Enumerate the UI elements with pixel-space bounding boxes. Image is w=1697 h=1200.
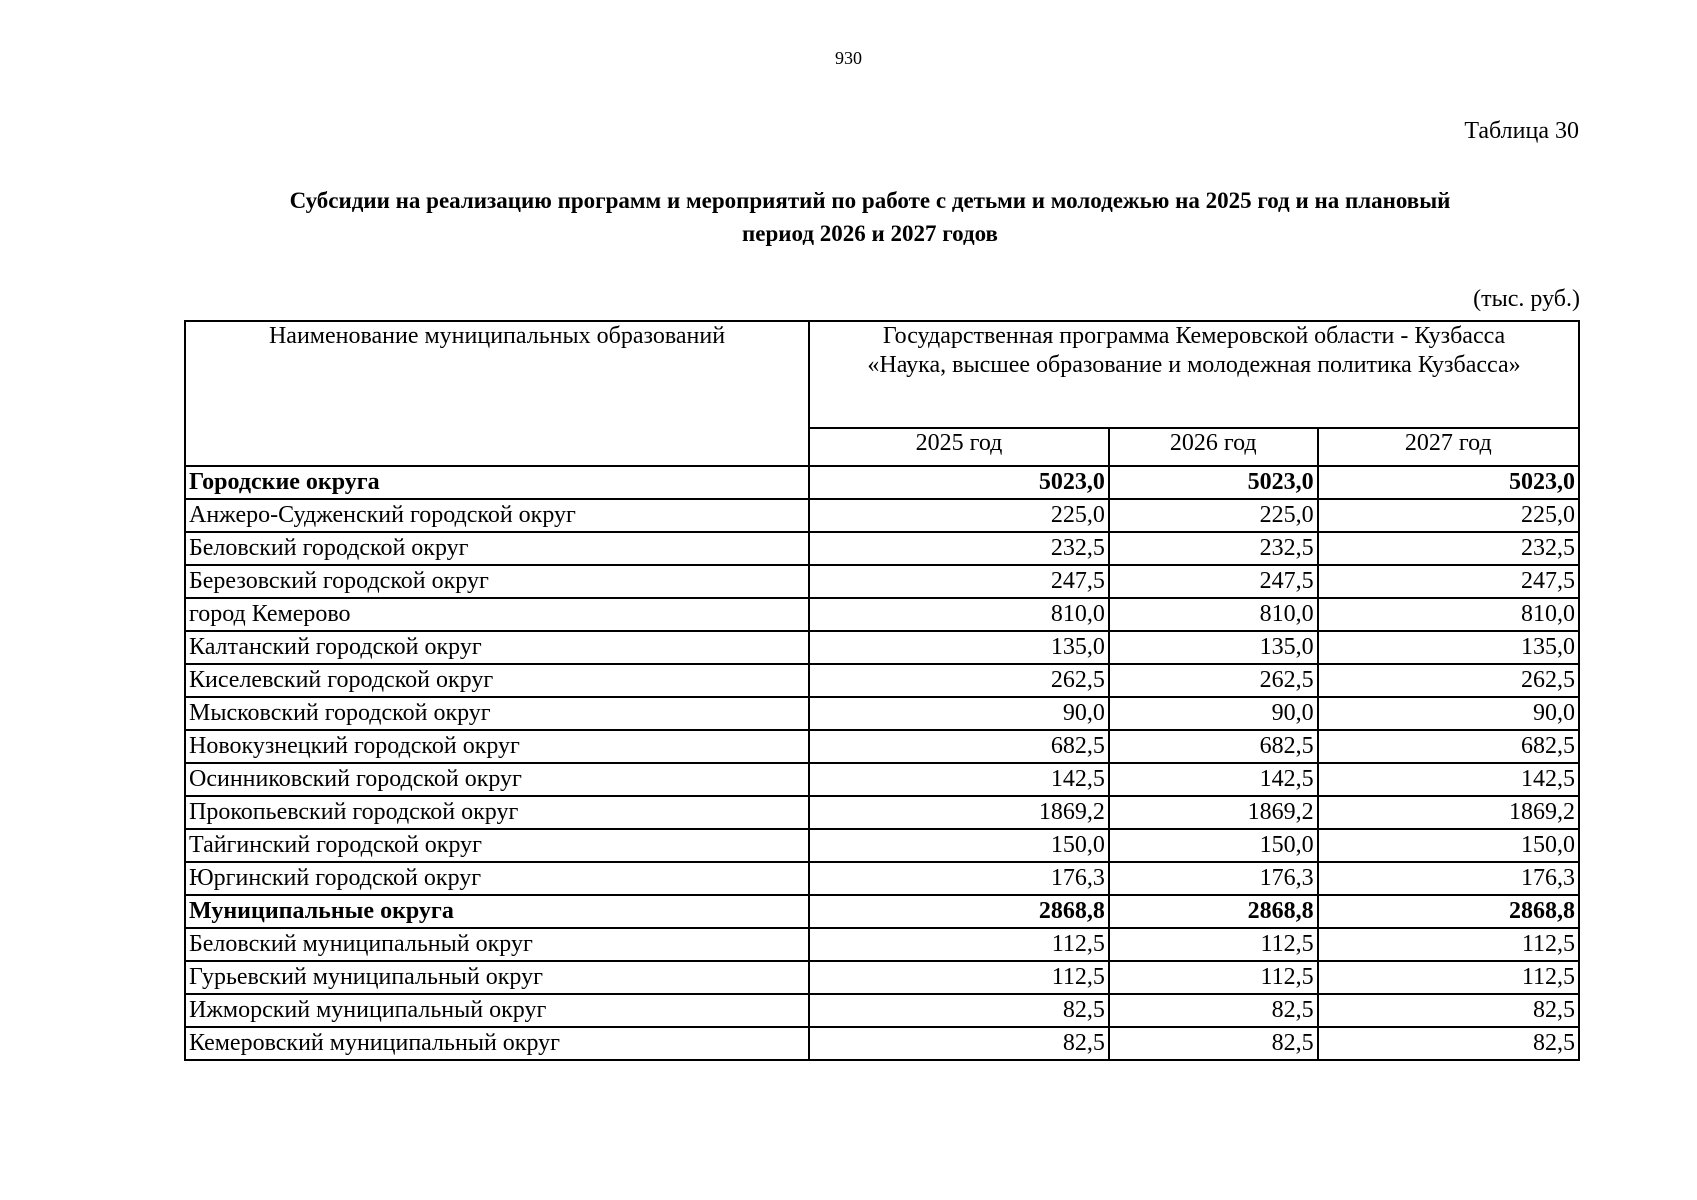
- value-2025-cell: 5023,0: [809, 466, 1109, 499]
- municipality-name-cell: Кемеровский муниципальный округ: [185, 1027, 809, 1060]
- value-2025-cell: 112,5: [809, 928, 1109, 961]
- document-title: [180, 184, 1560, 250]
- municipality-name-cell: Муниципальные округа: [185, 895, 809, 928]
- value-2026-cell: 142,5: [1109, 763, 1318, 796]
- group-total-row: [185, 895, 1579, 928]
- table-row: [185, 928, 1579, 961]
- group-total-row: [185, 466, 1579, 499]
- value-2026-cell: 225,0: [1109, 499, 1318, 532]
- value-2026-cell: 82,5: [1109, 994, 1318, 1027]
- value-2027-cell: 112,5: [1318, 928, 1579, 961]
- subsidies-table: [184, 320, 1580, 1061]
- value-2025-cell: 82,5: [809, 994, 1109, 1027]
- header-municipality-name: Наименование муниципальных образований: [185, 321, 809, 466]
- municipality-name-cell: Ижморский муниципальный округ: [185, 994, 809, 1027]
- municipality-name-cell: Киселевский городской округ: [185, 664, 809, 697]
- municipality-name-cell: Мысковский городской округ: [185, 697, 809, 730]
- municipality-name-cell: Тайгинский городской округ: [185, 829, 809, 862]
- table-row: [185, 697, 1579, 730]
- value-2026-cell: 682,5: [1109, 730, 1318, 763]
- table-label: Таблица 30: [1464, 118, 1579, 144]
- value-2025-cell: 135,0: [809, 631, 1109, 664]
- value-2025-cell: 232,5: [809, 532, 1109, 565]
- value-2027-cell: 82,5: [1318, 994, 1579, 1027]
- value-2025-cell: 90,0: [809, 697, 1109, 730]
- table-row: [185, 796, 1579, 829]
- value-2026-cell: 232,5: [1109, 532, 1318, 565]
- value-2025-cell: 150,0: [809, 829, 1109, 862]
- table-row: [185, 565, 1579, 598]
- value-2027-cell: 5023,0: [1318, 466, 1579, 499]
- value-2026-cell: 5023,0: [1109, 466, 1318, 499]
- value-2027-cell: 262,5: [1318, 664, 1579, 697]
- municipality-name-cell: Городские округа: [185, 466, 809, 499]
- value-2027-cell: 682,5: [1318, 730, 1579, 763]
- municipality-name-cell: Юргинский городской округ: [185, 862, 809, 895]
- value-2026-cell: 2868,8: [1109, 895, 1318, 928]
- table-row: [185, 499, 1579, 532]
- value-2026-cell: 150,0: [1109, 829, 1318, 862]
- value-2025-cell: 1869,2: [809, 796, 1109, 829]
- value-2027-cell: 810,0: [1318, 598, 1579, 631]
- value-2026-cell: 262,5: [1109, 664, 1318, 697]
- value-2026-cell: 112,5: [1109, 928, 1318, 961]
- value-2026-cell: 1869,2: [1109, 796, 1318, 829]
- value-2027-cell: 176,3: [1318, 862, 1579, 895]
- value-2025-cell: 247,5: [809, 565, 1109, 598]
- table-row: [185, 664, 1579, 697]
- units-label: (тыс. руб.): [1473, 286, 1580, 312]
- value-2027-cell: 142,5: [1318, 763, 1579, 796]
- header-year-2026: 2026 год: [1109, 428, 1318, 466]
- table-row: [185, 532, 1579, 565]
- table-row: [185, 862, 1579, 895]
- table-row: [185, 829, 1579, 862]
- value-2025-cell: 225,0: [809, 499, 1109, 532]
- municipality-name-cell: Березовский городской округ: [185, 565, 809, 598]
- page-number: 930: [835, 48, 862, 68]
- value-2027-cell: 225,0: [1318, 499, 1579, 532]
- value-2026-cell: 810,0: [1109, 598, 1318, 631]
- municipality-name-cell: Анжеро-Судженский городской округ: [185, 499, 809, 532]
- header-program-line-1: Государственная программа Кемеровской области - Кузбасса: [882, 323, 1506, 349]
- municipality-name-cell: Калтанский городской округ: [185, 631, 809, 664]
- table-body: [185, 466, 1579, 1060]
- value-2026-cell: 112,5: [1109, 961, 1318, 994]
- municipality-name-cell: Беловский муниципальный округ: [185, 928, 809, 961]
- header-year-2025: 2025 год: [809, 428, 1109, 466]
- value-2026-cell: 176,3: [1109, 862, 1318, 895]
- value-2025-cell: 142,5: [809, 763, 1109, 796]
- value-2027-cell: 247,5: [1318, 565, 1579, 598]
- municipality-name-cell: город Кемерово: [185, 598, 809, 631]
- value-2027-cell: 150,0: [1318, 829, 1579, 862]
- table-row: [185, 994, 1579, 1027]
- value-2026-cell: 82,5: [1109, 1027, 1318, 1060]
- value-2027-cell: 82,5: [1318, 1027, 1579, 1060]
- municipality-name-cell: Новокузнецкий городской округ: [185, 730, 809, 763]
- municipality-name-cell: Беловский городской округ: [185, 532, 809, 565]
- title-line-1: Субсидии на реализацию программ и мероприятий по работе с детьми и молодежью на 2025 год и на плановый: [289, 188, 1451, 213]
- value-2027-cell: 1869,2: [1318, 796, 1579, 829]
- header-program: [809, 321, 1579, 428]
- value-2025-cell: 810,0: [809, 598, 1109, 631]
- table-row: [185, 598, 1579, 631]
- table-row: [185, 730, 1579, 763]
- municipality-name-cell: Осинниковский городской округ: [185, 763, 809, 796]
- title-line-2: период 2026 и 2027 годов: [742, 221, 998, 246]
- value-2025-cell: 682,5: [809, 730, 1109, 763]
- value-2025-cell: 2868,8: [809, 895, 1109, 928]
- value-2027-cell: 90,0: [1318, 697, 1579, 730]
- value-2027-cell: 112,5: [1318, 961, 1579, 994]
- value-2025-cell: 112,5: [809, 961, 1109, 994]
- header-program-line-2: «Наука, высшее образование и молодежная политика Кузбасса»: [867, 352, 1521, 378]
- table-row: [185, 961, 1579, 994]
- value-2027-cell: 2868,8: [1318, 895, 1579, 928]
- value-2027-cell: 232,5: [1318, 532, 1579, 565]
- value-2026-cell: 247,5: [1109, 565, 1318, 598]
- municipality-name-cell: Гурьевский муниципальный округ: [185, 961, 809, 994]
- value-2025-cell: 176,3: [809, 862, 1109, 895]
- value-2026-cell: 135,0: [1109, 631, 1318, 664]
- table-row: [185, 763, 1579, 796]
- value-2026-cell: 90,0: [1109, 697, 1318, 730]
- value-2027-cell: 135,0: [1318, 631, 1579, 664]
- value-2025-cell: 262,5: [809, 664, 1109, 697]
- value-2025-cell: 82,5: [809, 1027, 1109, 1060]
- municipality-name-cell: Прокопьевский городской округ: [185, 796, 809, 829]
- table-row: [185, 631, 1579, 664]
- table-row: [185, 1027, 1579, 1060]
- header-year-2027: 2027 год: [1318, 428, 1579, 466]
